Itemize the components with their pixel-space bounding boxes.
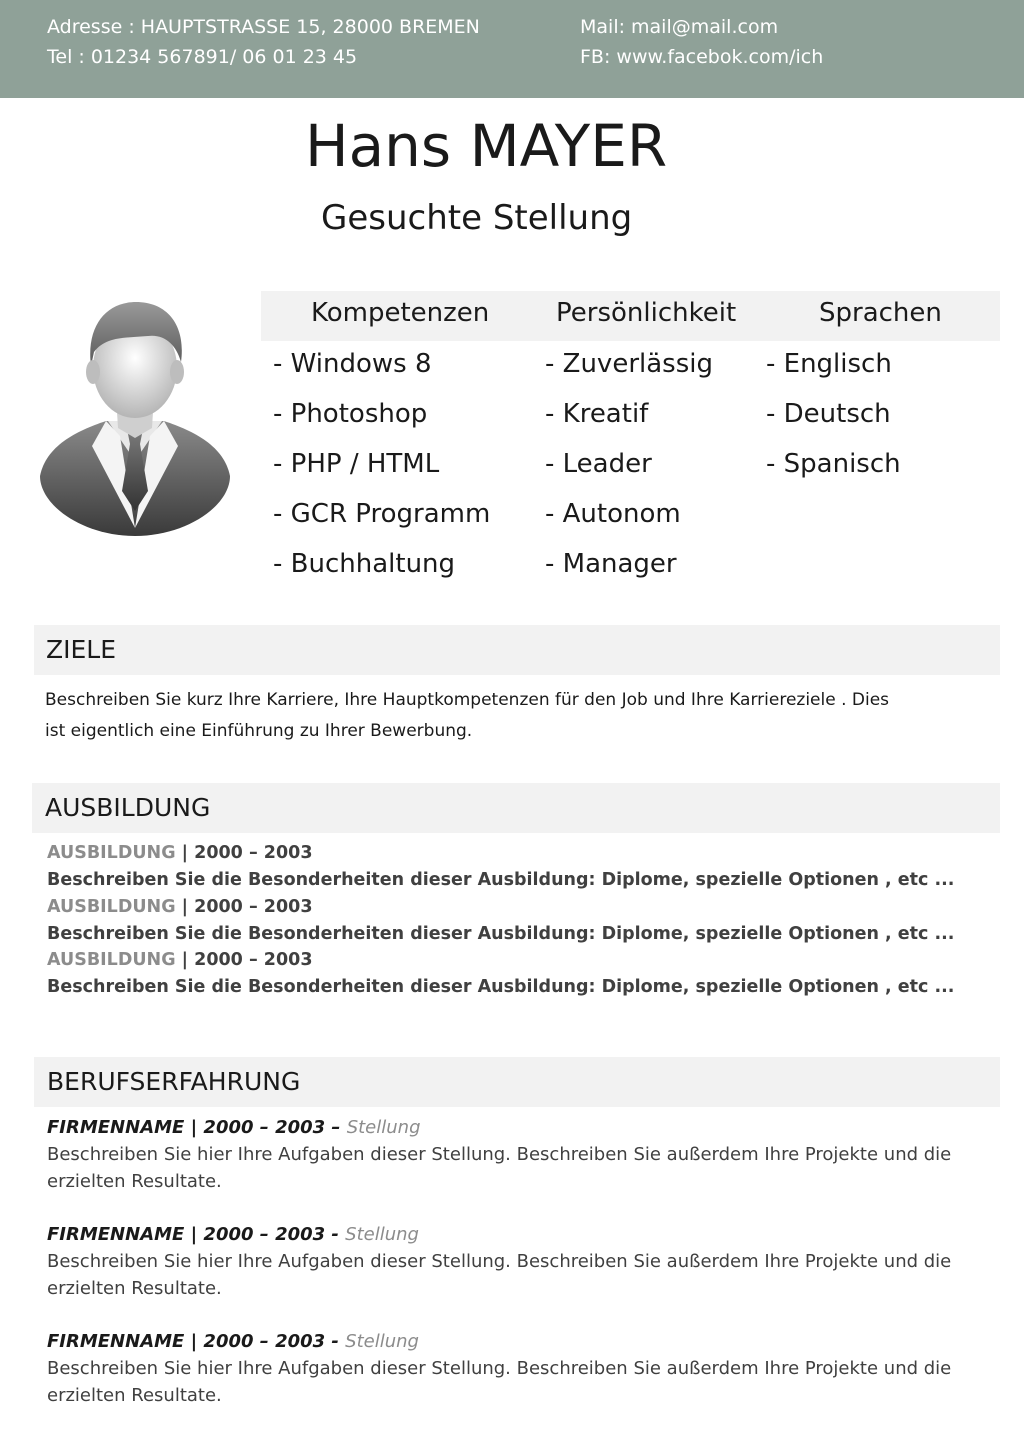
facebook-text: FB: www.facebok.com/ich bbox=[580, 46, 824, 68]
job-entry-heading bbox=[47, 1117, 421, 1138]
address-text: Adresse : HAUPTSTRASSE 15, 28000 BREMEN bbox=[47, 16, 480, 38]
job-entry-heading bbox=[47, 1224, 419, 1245]
competence-item: - Windows 8 bbox=[273, 349, 432, 379]
job-entry-description: Beschreiben Sie hier Ihre Aufgaben dieser Stellung. Beschreiben Sie außerdem Ihre Projekte und die erzielten Resultate. bbox=[47, 1251, 952, 1299]
education-entry-label: AUSBILDUNG bbox=[47, 950, 176, 970]
job-role: Stellung bbox=[345, 1224, 419, 1245]
job-entry-description: Beschreiben Sie hier Ihre Aufgaben dieser Stellung. Beschreiben Sie außerdem Ihre Projekte und die erzielten Resultate. bbox=[47, 1358, 952, 1406]
education-section-title: AUSBILDUNG bbox=[45, 793, 211, 822]
competence-item: - Buchhaltung bbox=[273, 549, 456, 579]
skills-column-title-personality: Persönlichkeit bbox=[556, 298, 737, 328]
personality-item: - Zuverlässig bbox=[545, 349, 713, 379]
education-entry-description: Beschreiben Sie die Besonderheiten dieser Ausbildung: Diplome, spezielle Optionen , etc ... bbox=[47, 870, 955, 890]
job-company-period: FIRMENNAME | 2000 – 2003 – bbox=[47, 1117, 347, 1138]
skills-column-title-languages: Sprachen bbox=[819, 298, 942, 328]
competence-item: - Photoshop bbox=[273, 399, 428, 429]
job-role: Stellung bbox=[345, 1331, 419, 1352]
education-entry-description: Beschreiben Sie die Besonderheiten dieser Ausbildung: Diplome, spezielle Optionen , etc ... bbox=[47, 977, 955, 997]
job-entry-description: Beschreiben Sie hier Ihre Aufgaben dieser Stellung. Beschreiben Sie außerdem Ihre Projekte und die erzielten Resultate. bbox=[47, 1144, 952, 1192]
education-entry-heading bbox=[47, 950, 313, 970]
language-item: - Spanisch bbox=[766, 449, 901, 479]
job-company-period: FIRMENNAME | 2000 – 2003 - bbox=[47, 1331, 346, 1352]
phone-text: Tel : 01234 567891/ 06 01 23 45 bbox=[47, 46, 358, 68]
mail-text: Mail: mail@mail.com bbox=[580, 16, 779, 38]
personality-item: - Autonom bbox=[545, 499, 681, 529]
job-role: Stellung bbox=[346, 1117, 421, 1138]
person-name: Hans MAYER bbox=[305, 112, 668, 180]
education-entry-heading bbox=[47, 897, 313, 917]
contact-header-bar bbox=[0, 0, 1024, 98]
competence-item: - GCR Programm bbox=[273, 499, 491, 529]
person-silhouette-icon bbox=[36, 296, 234, 540]
goals-text-line-2: ist eigentlich eine Einführung zu Ihrer Bewerbung. bbox=[45, 721, 473, 741]
education-entry-description: Beschreiben Sie die Besonderheiten dieser Ausbildung: Diplome, spezielle Optionen , etc ... bbox=[47, 924, 955, 944]
personality-item: - Leader bbox=[545, 449, 652, 479]
goals-section-bar bbox=[34, 625, 1000, 675]
language-item: - Englisch bbox=[766, 349, 892, 379]
education-entry-period: | 2000 – 2003 bbox=[175, 843, 313, 863]
experience-section-title: BERUFSERFAHRUNG bbox=[47, 1067, 301, 1096]
skills-column-title-competences: Kompetenzen bbox=[311, 298, 490, 328]
goals-section-title: ZIELE bbox=[46, 635, 117, 664]
personality-item: - Kreatif bbox=[545, 399, 649, 429]
personality-item: - Manager bbox=[545, 549, 677, 579]
job-entry-heading bbox=[47, 1331, 419, 1352]
goals-text-line-1: Beschreiben Sie kurz Ihre Karriere, Ihre Hauptkompetenzen für den Job und Ihre Karriereziele . Dies bbox=[45, 690, 890, 710]
education-entry-period: | 2000 – 2003 bbox=[175, 950, 313, 970]
education-entry-period: | 2000 – 2003 bbox=[175, 897, 313, 917]
education-entry-label: AUSBILDUNG bbox=[47, 843, 176, 863]
education-entry-heading bbox=[47, 843, 313, 863]
education-entry-label: AUSBILDUNG bbox=[47, 897, 176, 917]
job-company-period: FIRMENNAME | 2000 – 2003 - bbox=[47, 1224, 346, 1245]
language-item: - Deutsch bbox=[766, 399, 891, 429]
competence-item: - PHP / HTML bbox=[273, 449, 440, 479]
desired-position: Gesuchte Stellung bbox=[321, 198, 633, 238]
